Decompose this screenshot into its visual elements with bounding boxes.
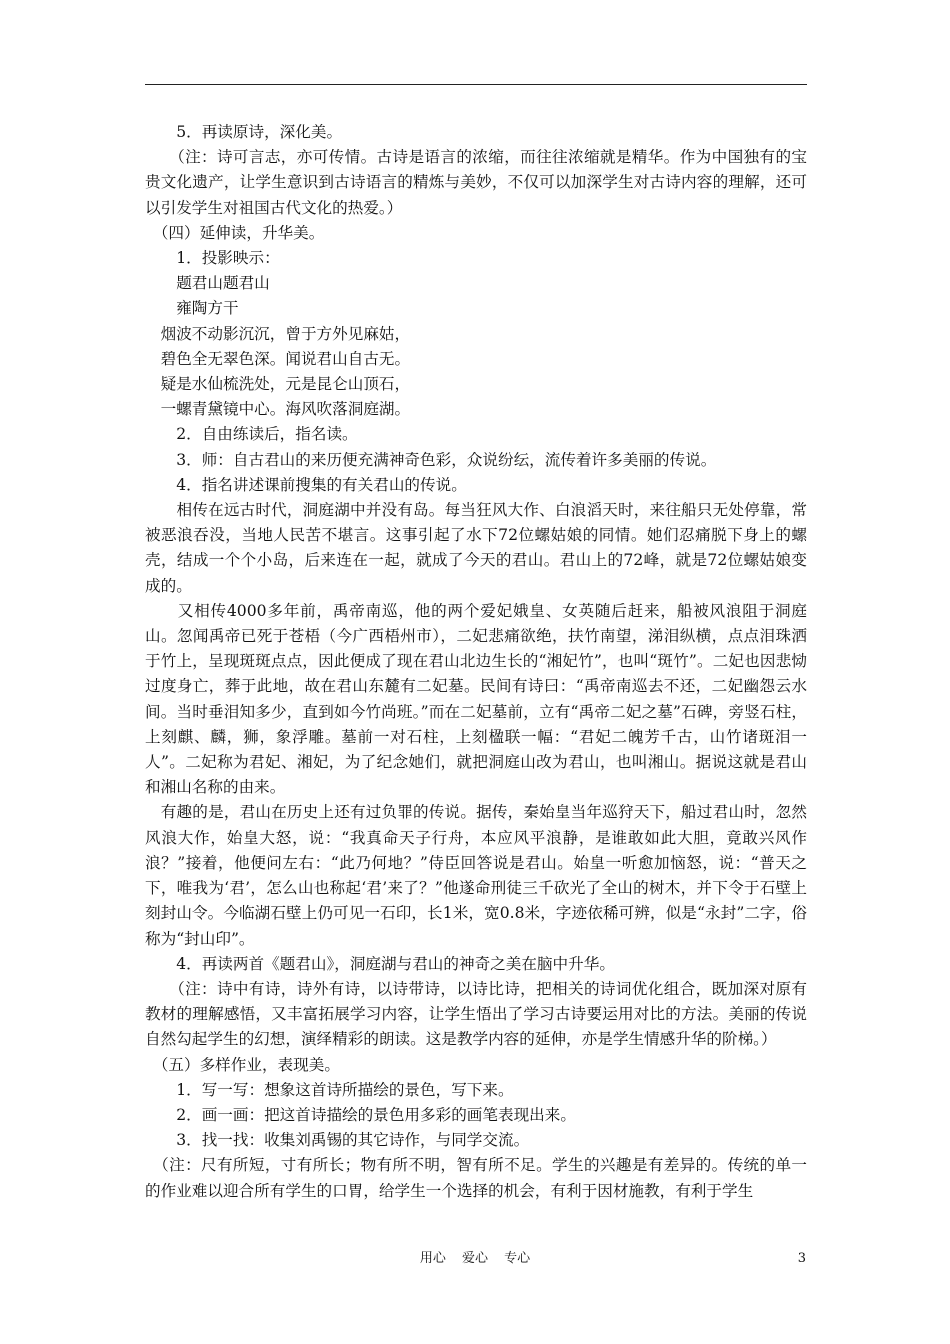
page-number: 3	[797, 1251, 806, 1266]
poem-author-line: 雍陶方干	[145, 299, 239, 318]
paragraph: 3．找一找：收集刘禹锡的其它诗作，与同学交流。	[145, 1131, 530, 1150]
paragraph: （注：尺有所短，寸有所长；物有所不明，智有所不足。学生的兴趣是有差异的。传统的单一的作业难以迎合所有学生的口胃，给学生一个选择的机会，有利于因材施教，有利于学生	[145, 1156, 807, 1200]
header-rule	[145, 84, 807, 85]
paragraph: 2．画一画：把这首诗描绘的景色用多彩的画笔表现出来。	[145, 1105, 576, 1124]
paragraph: （注：诗可言志，亦可传情。古诗是语言的浓缩，而往往浓缩就是精华。作为中国独有的宝贵文化遗产，让学生意识到古诗语言的精炼与美妙，不仅可以加深学生对古诗内容的理解，还可以引发学生对祖国古代文化的热爱。）	[145, 148, 807, 217]
poem-line: 烟波不动影沉沉，曾于方外见麻姑，	[145, 324, 411, 343]
paragraph: 1．投影映示：	[145, 249, 280, 268]
paragraph: 有趣的是，君山在历史上还有过负罪的传说。据传，秦始皇当年巡狩天下，船过君山时，忽然风浪大作，始皇大怒，说：“我真命天子行舟，本应风平浪静，是谁敢如此大胆，竟敢兴风作浪？”接着，他便问左右：“此乃何地？”侍臣回答说是君山。始皇一听愈加恼怒，说：“普天之下，唯我为‘君’，怎么山也称起‘君’来了？”他遂命刑徒三千砍光了全山的树木，并下令于石壁上刻封山令。今临湖石壁上仍可见一石印，长1米，宽0.8米，字迹依稀可辨，似是“永封”二字，俗称为“封山印”。	[145, 803, 807, 948]
page-body	[145, 120, 807, 1204]
poem-line: 碧色全无翠色深。闻说君山自古无。	[145, 349, 411, 368]
paragraph: 3．师：自古君山的来历便充满神奇色彩，众说纷纭，流传着许多美丽的传说。	[145, 450, 717, 469]
paragraph: （注：诗中有诗，诗外有诗，以诗带诗，以诗比诗，把相关的诗词优化组合，既加深对原有教材的理解感悟，又丰富拓展学习内容，让学生悟出了学习古诗要运用对比的方法。美丽的传说自然勾起学生的幻想，演绎精彩的朗读。这是教学内容的延伸，亦是学生情感升华的阶梯。）	[145, 979, 807, 1049]
poem-title-line: 题君山题君山	[145, 274, 270, 293]
footer-motto: 用心 爱心 专心	[419, 1251, 531, 1266]
poem-line: 一螺青黛镜中心。海风吹落洞庭湖。	[145, 400, 411, 419]
paragraph: 2．自由练读后，指名读。	[145, 425, 358, 444]
paragraph: 5．再读原诗，深化美。	[145, 123, 343, 141]
poem-line: 疑是水仙梳洗处，元是昆仑山顶石，	[145, 375, 411, 394]
paragraph: （五）多样作业，表现美。	[145, 1055, 340, 1074]
paragraph: 1．写一写：想象这首诗所描绘的景色，写下来。	[145, 1080, 514, 1099]
paragraph: （四）延伸读，升华美。	[145, 223, 325, 242]
paragraph: 相传在远古时代，洞庭湖中并没有岛。每当狂风大作、白浪滔天时，来往船只无处停靠，常被恶浪吞没，当地人民苦不堪言。这事引起了水下72位螺姑娘的同情。她们忍痛脱下身上的螺壳，结成一个个小岛，后来连在一起，就成了今天的君山。君山上的72峰，就是72位螺姑娘变成的。	[145, 501, 807, 595]
paragraph: 4．再读两首《题君山》，洞庭湖与君山的神奇之美在脑中升华。	[145, 954, 615, 973]
paragraph: 又相传4000多年前，禹帝南巡，他的两个爱妃娥皇、女英随后赶来，船被风浪阻于洞庭山。忽闻禹帝已死于苍梧（今广西梧州市），二妃悲痛欲绝，扶竹南望，涕泪纵横，点点泪珠洒于竹上，呈现斑斑点点，因此便成了现在君山北边生长的“湘妃竹”，也叫“斑竹”。二妃也因悲恸过度身亡，葬于此地，故在君山东麓有二妃墓。民间有诗曰：“禹帝南巡去不还，二妃幽怨云水间。当时垂泪知多少，直到如今竹尚班。”而在二妃墓前，立有“禹帝二妃之墓”石碑，旁竖石柱，上刻麒、麟，狮，象浮雕。墓前一对石柱，上刻楹联一幅：“君妃二魄芳千古，山竹诸斑泪一人”。二妃称为君妃、湘妃，为了纪念她们，就把洞庭山改为君山，也叫湘山。据说这就是君山和湘山名称的由来。	[145, 601, 807, 797]
paragraph: 4．指名讲述课前搜集的有关君山的传说。	[145, 475, 467, 494]
